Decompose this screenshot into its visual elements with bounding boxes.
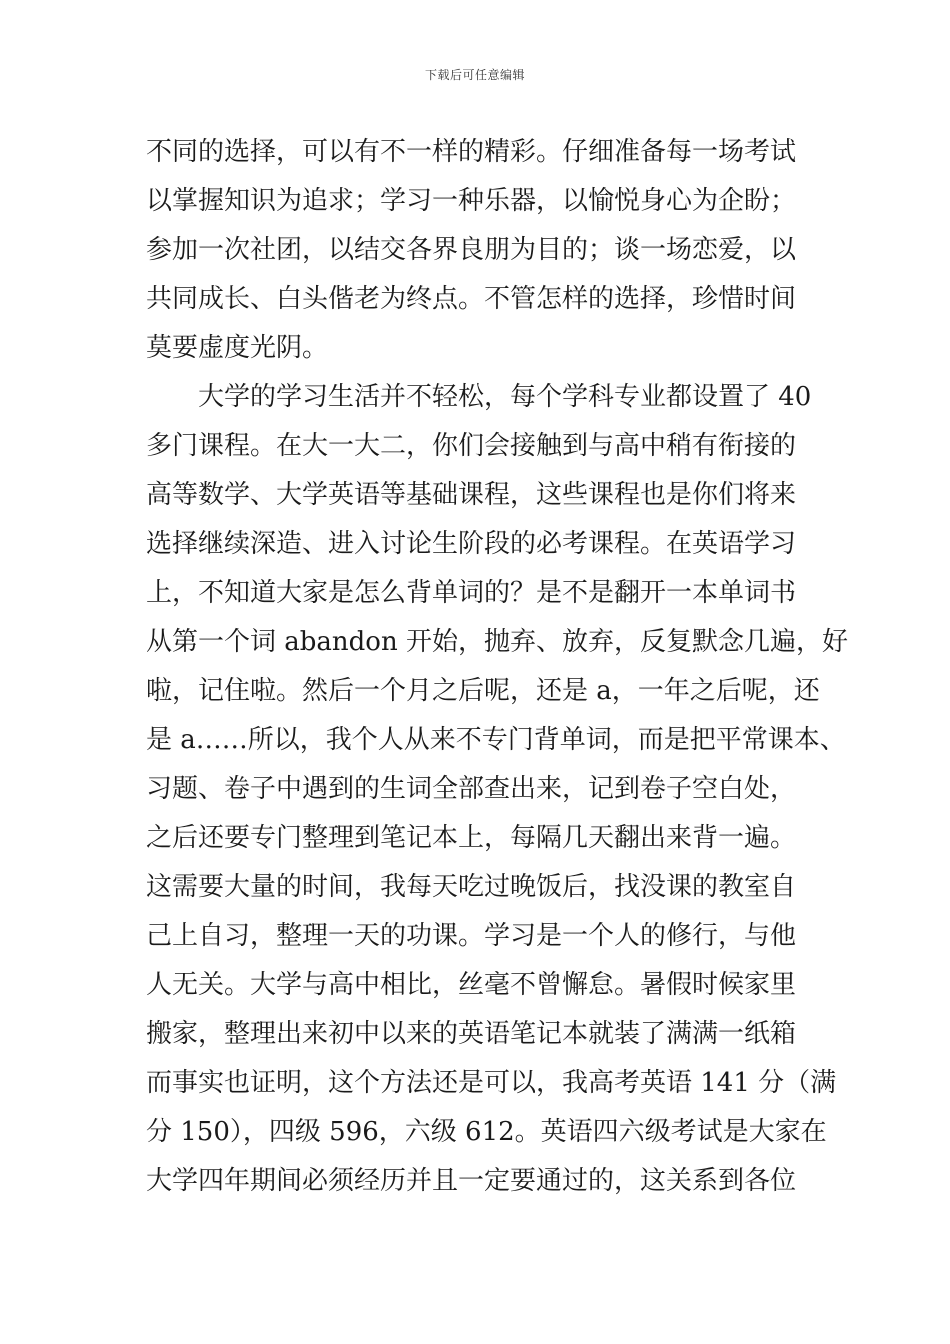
text-line: 不同的选择，可以有不一样的精彩。仔细准备每一场考试 (146, 137, 797, 167)
text-line: 参加一次社团，以结交各界良朋为目的；谈一场恋爱，以 (146, 235, 797, 265)
text-line: 习题、卷子中遇到的生词全部查出来，记到卷子空白处， (146, 774, 797, 804)
text-line: 莫要虚度光阴。 (146, 333, 329, 363)
text-line: 是 a……所以，我个人从来不专门背单词，而是把平常课本、 (146, 725, 846, 755)
text-line: 啦，记住啦。然后一个月之后呢，还是 a，一年之后呢，还 (146, 676, 820, 706)
text-line: 选择继续深造、进入讨论生阶段的必考课程。在英语学习 (146, 529, 797, 559)
text-line: 共同成长、白头偕老为终点。不管怎样的选择，珍惜时间 (146, 284, 797, 314)
text-line: 分 150），四级 596，六级 612。英语四六级考试是大家在 (146, 1117, 827, 1147)
text-line: 这需要大量的时间，我每天吃过晚饭后，找没课的教室自 (146, 872, 797, 902)
text-line: 人无关。大学与高中相比，丝毫不曾懈怠。暑假时候家里 (146, 970, 797, 1000)
text-line: 己上自习，整理一天的功课。学习是一个人的修行，与他 (146, 921, 797, 951)
page-header: 下载后可任意编辑 (424, 68, 525, 82)
text-line: 从第一个词 abandon 开始，抛弃、放弃，反复默念几遍，好 (146, 627, 848, 657)
text-line: 而事实也证明，这个方法还是可以，我高考英语 141 分（满 (146, 1068, 837, 1098)
text-line: 大学的学习生活并不轻松，每个学科专业都设置了 40 (198, 382, 812, 412)
text-line: 高等数学、大学英语等基础课程，这些课程也是你们将来 (146, 480, 797, 510)
text-line: 上，不知道大家是怎么背单词的？是不是翻开一本单词书 (146, 578, 797, 608)
text-line: 以掌握知识为追求；学习一种乐器，以愉悦身心为企盼； (146, 186, 797, 216)
document-body (146, 128, 848, 1206)
paragraph-2 (146, 373, 848, 1206)
text-line: 之后还要专门整理到笔记本上，每隔几天翻出来背一遍。 (146, 823, 797, 853)
text-line: 多门课程。在大一大二，你们会接触到与高中稍有衔接的 (146, 431, 797, 461)
text-line: 搬家，整理出来初中以来的英语笔记本就装了满满一纸箱 (146, 1019, 797, 1049)
text-line: 大学四年期间必须经历并且一定要通过的，这关系到各位 (146, 1166, 797, 1196)
paragraph-1 (146, 128, 826, 373)
